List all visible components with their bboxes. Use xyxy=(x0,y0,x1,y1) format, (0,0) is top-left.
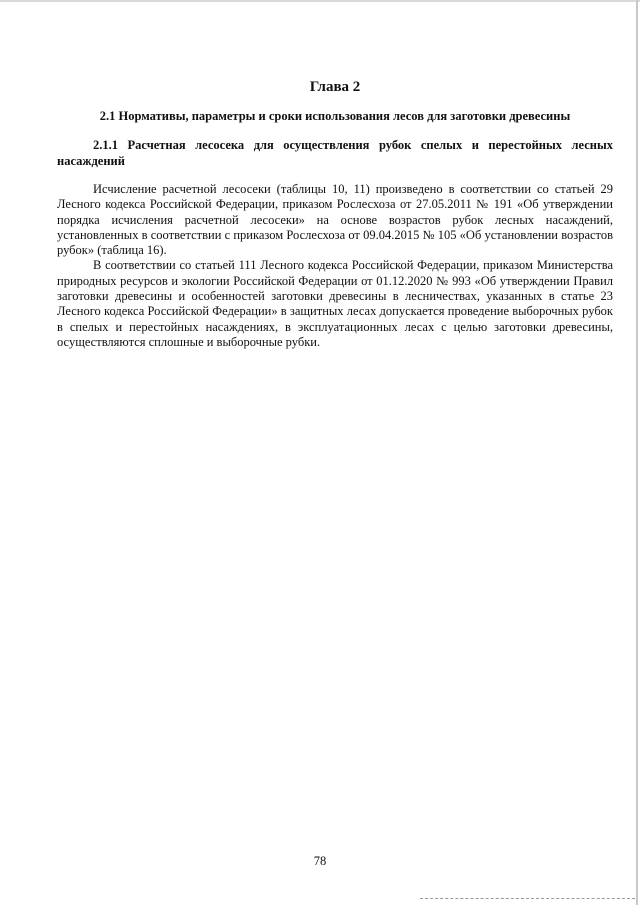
document-page xyxy=(57,78,613,350)
scan-edge-right xyxy=(636,0,638,905)
section-title: 2.1 Нормативы, параметры и сроки использования лесов для заготовки древесины xyxy=(99,109,571,123)
subsection-title: 2.1.1 Расчетная лесосека для осуществления рубок спелых и перестойных лесных насаждений xyxy=(57,138,613,168)
scan-edge-bottom xyxy=(420,897,635,899)
paragraph-calculation: Исчисление расчетной лесосеки (таблицы 10, 11) произведено в соответствии со статьей 29 Лесного кодекса Российской Федерации, приказом Рослесхоза от 27.05.2011 № 191 «Об утверждении порядка исчисления расчетной лесосеки» на основе возрастов рубок лесных насаждений, установленных в соответствии с приказом Рослесхоза от 09.04.2015 № 105 «Об установлении возрастов рубок» (таблица 16). xyxy=(57,182,613,258)
paragraph-regulations: В соответствии со статьей 111 Лесного кодекса Российской Федерации, приказом Министерства природных ресурсов и экологии Российской Федерации от 01.12.2020 № 993 «Об утверждении Правил заготовки древесины и особенностей заготовки древесины в лесничествах, указанных в статье 23 Лесного кодекса Российской Федерации» в защитных лесах допускается проведение выборочных рубок в спелых и перестойных насаждениях, в эксплуатационных лесах с целью заготовки древесины, осуществляются сплошные и выборочные рубки. xyxy=(57,258,613,349)
scan-edge-top xyxy=(0,0,640,2)
chapter-title: Глава 2 xyxy=(309,79,361,95)
page-number: 78 xyxy=(313,854,327,868)
